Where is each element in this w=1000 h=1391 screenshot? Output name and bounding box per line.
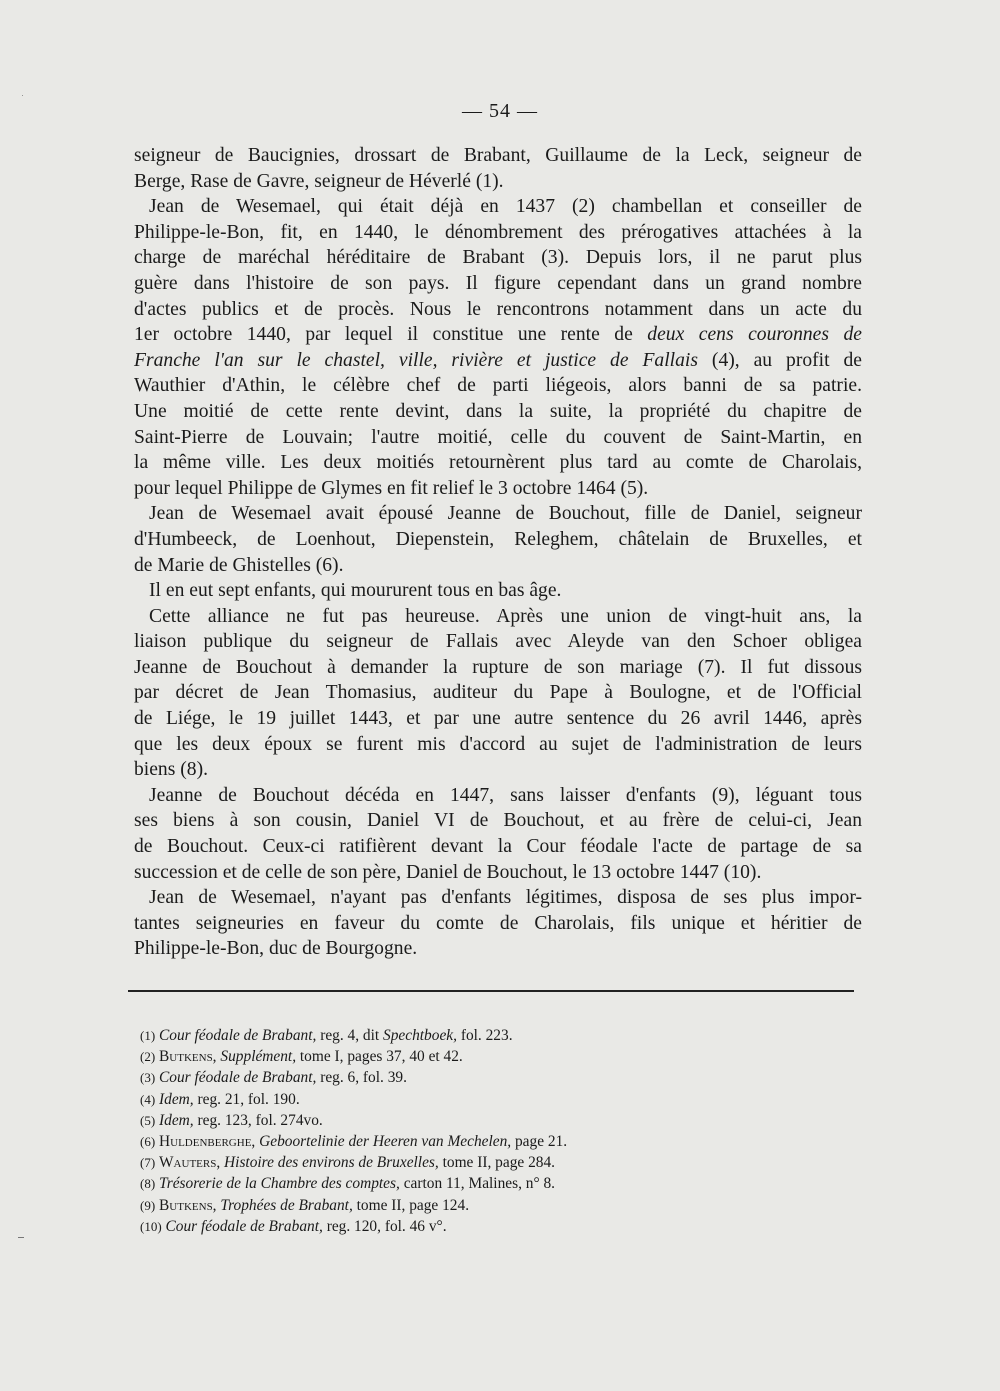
text-run: Cette alliance ne fut pas heureuse. Après une union de vingt-huit ans, la [149, 605, 862, 627]
text-line [134, 220, 862, 246]
text-run: tome II, page 124. [352, 1196, 470, 1214]
footnote [140, 1025, 860, 1046]
footnote-number: (2) [140, 1049, 156, 1065]
text-run: 1er octobre 1440, par lequel il constitue une rente de [134, 324, 648, 346]
text-run: (4), au profit de [697, 349, 862, 371]
text-line [134, 680, 862, 706]
text-run: d'Humbeeck, de Loenhout, Diepenstein, Releghem, châtelain de Bruxelles, et [134, 528, 862, 550]
text-run: Idem, [159, 1090, 194, 1108]
text-run: Jeanne de Bouchout décéda en 1447, sans laisser d'enfants (9), léguant tous [149, 784, 862, 806]
footnote-divider [128, 990, 854, 992]
text-line [134, 808, 862, 834]
text-run: Supplément, [220, 1048, 297, 1066]
footnote [140, 1131, 860, 1152]
text-run: d'actes publics et de procès. Nous le rencontrons notamment dans un acte du [134, 298, 862, 320]
text-line [134, 783, 862, 809]
text-run: reg. 21, fol. 190. [193, 1090, 300, 1108]
text-line [134, 271, 862, 297]
text-run: fol. 223. [456, 1027, 513, 1044]
text-run: par décret de Jean Thomasius, auditeur du Pape à Boulogne, et de l'Official [134, 682, 862, 704]
text-run: pour lequel Philippe de Glymes en fit relief le 3 octobre 1464 (5). [134, 477, 649, 499]
text-run: deux cens couronnes de [647, 324, 862, 346]
body-text [134, 143, 862, 962]
footnotes [140, 1025, 860, 1237]
footnote-number: (1) [140, 1028, 156, 1043]
text-run: tome II, page 284. [438, 1154, 556, 1172]
text-run: ses biens à son cousin, Daniel VI de Bouchout, et au frère de celui-ci, Jean [134, 810, 862, 832]
text-run: biens (8). [134, 759, 209, 781]
text-line [134, 578, 862, 604]
footnote-number: (9) [140, 1197, 156, 1213]
text-line [134, 732, 862, 758]
text-run: Berge, Rase de Gavre, seigneur de Héverlé (1). [134, 170, 504, 192]
scan-speck [18, 1237, 24, 1238]
text-run: tantes seigneuries en faveur du comte de Charolais, fils unique et héritier de [134, 912, 862, 934]
text-run: de Liége, le 19 juillet 1443, et par une autre sentence du 26 avril 1446, après [134, 708, 862, 730]
text-run: carton 11, Malines, n° 8. [399, 1175, 556, 1193]
text-run: Cour féodale de Brabant, [159, 1027, 317, 1044]
text-run: Butkens, [159, 1196, 217, 1214]
text-run: Wauters, [159, 1154, 221, 1172]
text-line [134, 450, 862, 476]
text-run: reg. 120, fol. 46 v°. [322, 1217, 447, 1235]
text-line [134, 936, 862, 962]
text-run: Huldenberghe, [159, 1132, 256, 1150]
footnote-number: (3) [140, 1070, 156, 1086]
text-run: Philippe-le-Bon, duc de Bourgogne. [134, 938, 418, 960]
text-run: Cour féodale de Brabant, [165, 1217, 323, 1235]
footnote-number: (6) [140, 1133, 156, 1149]
text-run: Butkens, [159, 1048, 217, 1066]
text-run: la même ville. Les deux moitiés retournèrent plus tard au comte de Charolais, [134, 452, 862, 474]
text-run: Trésorerie de la Chambre des comptes, [159, 1175, 400, 1193]
footnote [140, 1152, 860, 1173]
footnote [140, 1173, 860, 1194]
text-line [134, 629, 862, 655]
text-run: reg. 6, fol. 39. [316, 1069, 407, 1087]
scan-speck [22, 95, 23, 96]
text-run: Wauthier d'Athin, le célèbre chef de parti liégeois, alors banni de sa patrie. [134, 375, 862, 397]
text-line [134, 143, 862, 169]
footnote-number: (10) [140, 1218, 162, 1234]
footnote [140, 1067, 860, 1088]
text-run: Trophées de Brabant, [220, 1196, 353, 1214]
text-line [134, 348, 862, 374]
text-run: de Marie de Ghistelles (6). [134, 554, 344, 576]
page-number: — 54 — [462, 100, 538, 122]
footnote [140, 1046, 860, 1067]
text-run: Une moitié de cette rente devint, dans la suite, la propriété du chapitre de [134, 400, 862, 422]
text-line [134, 169, 862, 195]
text-run: seigneur de Baucignies, drossart de Brabant, Guillaume de la Leck, seigneur de [134, 145, 862, 166]
footnote-number: (4) [140, 1091, 156, 1107]
text-line [134, 860, 862, 886]
footnote [140, 1110, 860, 1131]
text-run: liaison publique du seigneur de Fallais avec Aleyde van den Schoer obligea [134, 631, 862, 653]
text-run: Jean de Wesemael, n'ayant pas d'enfants légitimes, disposa de ses plus impor- [149, 887, 862, 909]
text-run: Geboortelinie der Heeren van Mechelen, [259, 1132, 512, 1150]
text-line [134, 834, 862, 860]
text-line [134, 885, 862, 911]
text-line [134, 501, 862, 527]
text-line [134, 322, 862, 348]
text-line [134, 527, 862, 553]
text-run: Saint-Pierre de Louvain; l'autre moitié, celle du couvent de Saint-Martin, en [134, 426, 862, 448]
text-run: reg. 4, dit [316, 1027, 384, 1044]
text-line [134, 553, 862, 579]
text-line [134, 655, 862, 681]
text-run: Jean de Wesemael avait épousé Jeanne de Bouchout, fille de Daniel, seigneur [149, 503, 862, 525]
text-line [134, 373, 862, 399]
text-run: Spechtboek, [383, 1027, 457, 1044]
text-line [134, 911, 862, 937]
text-run: page 21. [511, 1132, 568, 1150]
text-line [134, 757, 862, 783]
text-line [134, 399, 862, 425]
text-line [134, 425, 862, 451]
text-run: Cour féodale de Brabant, [159, 1069, 317, 1087]
text-run: Histoire des environs de Bruxelles, [224, 1154, 439, 1172]
text-run: Il en eut sept enfants, qui moururent tous en bas âge. [149, 580, 562, 602]
text-line [134, 297, 862, 323]
text-run: Franche l'an sur le chastel, ville, rivière et justice de Fallais [134, 349, 698, 371]
text-line [134, 194, 862, 220]
text-run: tome I, pages 37, 40 et 42. [296, 1048, 463, 1066]
text-run: de Bouchout. Ceux-ci ratifièrent devant la Cour féodale l'acte de partage de sa [134, 836, 862, 858]
text-line [134, 604, 862, 630]
footnote-number: (7) [140, 1155, 156, 1171]
text-run: Jeanne de Bouchout à demander la rupture de son mariage (7). Il fut dissous [134, 656, 862, 678]
text-run: Jean de Wesemael, qui était déjà en 1437 (2) chambellan et conseiller de [149, 196, 862, 218]
text-line [134, 245, 862, 271]
text-run: Idem, [159, 1111, 194, 1129]
text-line [134, 706, 862, 732]
text-run: Philippe-le-Bon, fit, en 1440, le dénombrement des prérogatives attachées à la [134, 221, 862, 243]
text-line [134, 476, 862, 502]
footnote [140, 1195, 860, 1216]
text-run: guère dans l'histoire de son pays. Il figure cependant dans un grand nombre [134, 272, 862, 294]
text-run: charge de maréchal héréditaire de Brabant (3). Depuis lors, il ne parut plus [134, 247, 862, 269]
text-run: succession et de celle de son père, Daniel de Bouchout, le 13 octobre 1447 (10). [134, 861, 762, 883]
footnote-number: (8) [140, 1176, 156, 1192]
text-run: reg. 123, fol. 274vo. [193, 1111, 323, 1129]
footnote [140, 1089, 860, 1110]
text-run: que les deux époux se furent mis d'accord au sujet de l'administration de leurs [134, 733, 862, 755]
footnote-number: (5) [140, 1112, 156, 1128]
footnote [140, 1216, 860, 1237]
